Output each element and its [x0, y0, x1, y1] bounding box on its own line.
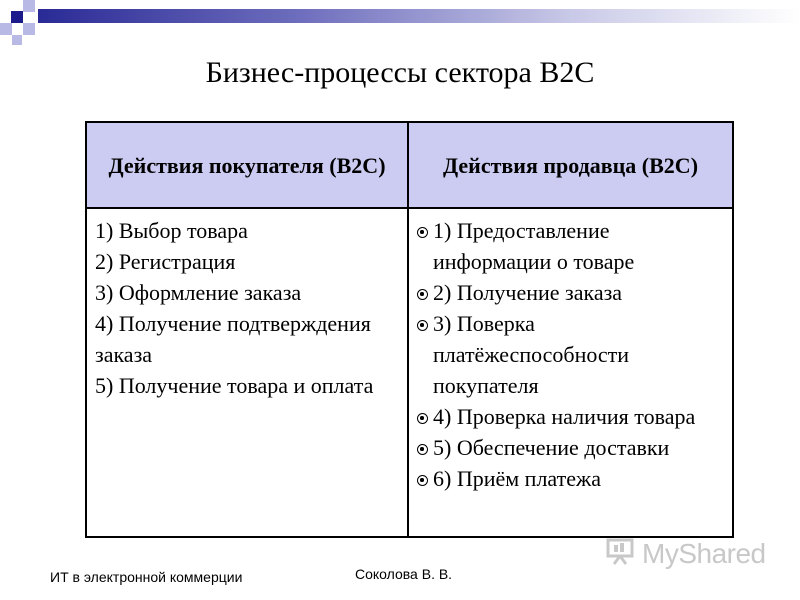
deco-square-navy	[11, 11, 23, 23]
bullet-icon	[417, 444, 428, 455]
bullet-icon	[417, 227, 428, 238]
header-gradient-bar	[38, 9, 800, 23]
table-row	[86, 208, 733, 537]
buyer-action-item: 3) Оформление заказа	[95, 280, 302, 305]
table-header-row	[86, 122, 733, 208]
list-item	[417, 308, 726, 401]
business-process-table	[85, 121, 734, 538]
deco-square-lavender	[12, 35, 22, 45]
buyer-action-item: 2) Регистрация	[95, 249, 236, 274]
footer-course-name: ИТ в электронной коммерции	[50, 569, 243, 585]
list-item	[417, 277, 726, 308]
list-item	[417, 432, 726, 463]
buyer-action-item: 4) Получение подтверждения заказа	[95, 311, 371, 367]
watermark-logo	[606, 537, 766, 571]
list-item	[417, 215, 726, 277]
deco-square-lavender	[0, 23, 12, 35]
list-item	[417, 463, 726, 494]
footer-author: Соколова В. В.	[355, 566, 453, 582]
bullet-icon	[417, 320, 428, 331]
seller-action-text: 2) Получение заказа	[433, 280, 623, 305]
bullet-icon	[417, 475, 428, 486]
bullet-icon	[417, 289, 428, 300]
seller-header: Действия продавца (В2С)	[408, 122, 733, 208]
seller-action-text: 3) Поверка платёжеспособности покупателя	[433, 311, 630, 398]
seller-actions-cell	[408, 208, 733, 537]
seller-action-text: 4) Проверка наличия товара	[433, 404, 696, 429]
watermark-text: MyShared	[642, 538, 766, 569]
seller-action-text: 6) Приём платежа	[433, 466, 601, 491]
presentation-board-icon	[606, 537, 642, 572]
seller-action-list	[417, 215, 726, 494]
seller-action-text: 5) Обеспечение доставки	[433, 435, 670, 460]
bullet-icon	[417, 413, 428, 424]
list-item	[417, 401, 726, 432]
buyer-header: Действия покупателя (В2С)	[86, 122, 408, 208]
buyer-action-item: 5) Получение товара и оплата	[95, 373, 374, 398]
buyer-actions-cell	[86, 208, 408, 537]
deco-square-lavender	[23, 23, 35, 35]
deco-square-lavender	[23, 0, 35, 12]
buyer-action-item: 1) Выбор товара	[95, 218, 248, 243]
seller-action-text: 1) Предоставление информации о товаре	[433, 218, 635, 274]
slide-title: Бизнес-процессы сектора В2С	[205, 56, 595, 89]
